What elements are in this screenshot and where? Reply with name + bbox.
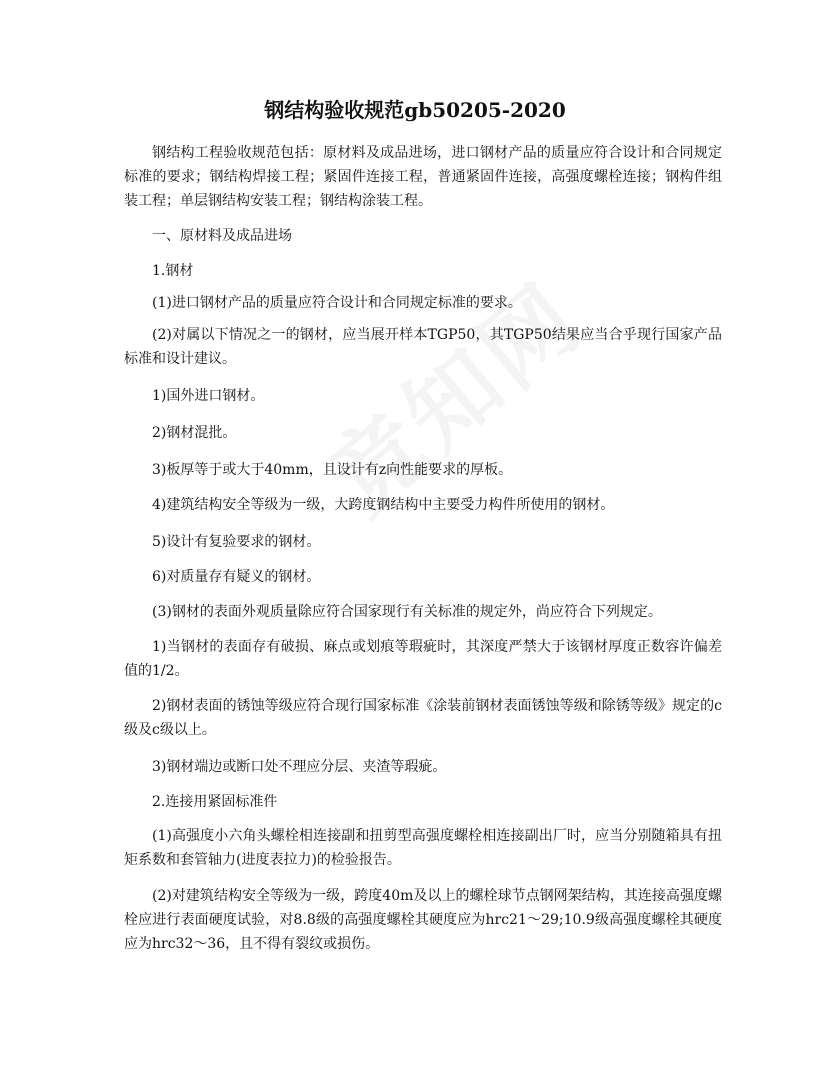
section-heading: 一、原材料及成品进场 (152, 228, 292, 244)
list-item: 3)板厚等于或大于40mm，且设计有z向性能要求的厚板。 (152, 462, 513, 478)
paragraph: (1)进口钢材产品的质量应符合设计和合同规定标准的要求。 (152, 295, 522, 311)
paragraph: (1)高强度小六角头螺栓相连接副和扭剪型高强度螺栓相连接副出厂时，应当分别随箱具有扭矩系数和套管轴力(进度表拉力)的检验报告。 (124, 828, 722, 868)
paragraph: (2)对属以下情况之一的钢材，应当展开样本TGP50，其TGP50结果应当合乎现行国家产品标准和设计建议。 (124, 327, 722, 367)
list-item: 5)设计有复验要求的钢材。 (152, 534, 321, 550)
list-item: 3)钢材端边或断口处不理应分层、夹渣等瑕疵。 (152, 759, 447, 775)
subsection-heading: 2.连接用紧固标准件 (152, 794, 278, 810)
document-title: 钢结构验收规范gb50205-2020 (264, 98, 566, 122)
intro-paragraph: 钢结构工程验收规范包括：原材料及成品进场，进口钢材产品的质量应符合设计和合同规定标准的要求；钢结构焊接工程；紧固件连接工程，普通紧固件连接，高强度螺栓连接；钢构件组装工程；单层钢结构安装工程；钢结构涂装工程。 (124, 145, 722, 209)
paragraph: (3)钢材的表面外观质量除应符合国家现行有关标准的规定外，尚应符合下列规定。 (152, 604, 662, 620)
list-item: 6)对质量存有疑义的钢材。 (152, 569, 321, 585)
list-item: 2)钢材混批。 (152, 425, 237, 441)
list-item: 4)建筑结构安全等级为一级，大跨度钢结构中主要受力构件所使用的钢材。 (152, 497, 615, 513)
list-item: 1)国外进口钢材。 (152, 388, 265, 404)
list-item: 2)钢材表面的锈蚀等级应符合现行国家标准《涂装前钢材表面锈蚀等级和除锈等级》规定的c级及c级以上。 (124, 698, 722, 738)
paragraph: (2)对建筑结构安全等级为一级，跨度40m及以上的螺栓球节点钢网架结构，其连接高强度螺栓应进行表面硬度试验，对8.8级的高强度螺栓其硬度应为hrc21～29;10.9级高强度螺栓其硬度应为hrc32～36，且不得有裂纹或损伤。 (124, 888, 722, 952)
list-item: 1)当钢材的表面存有破损、麻点或划痕等瑕疵时，其深度严禁大于该钢材厚度正数容许偏差值的1/2。 (124, 639, 722, 679)
subsection-heading: 1.钢材 (152, 263, 194, 279)
